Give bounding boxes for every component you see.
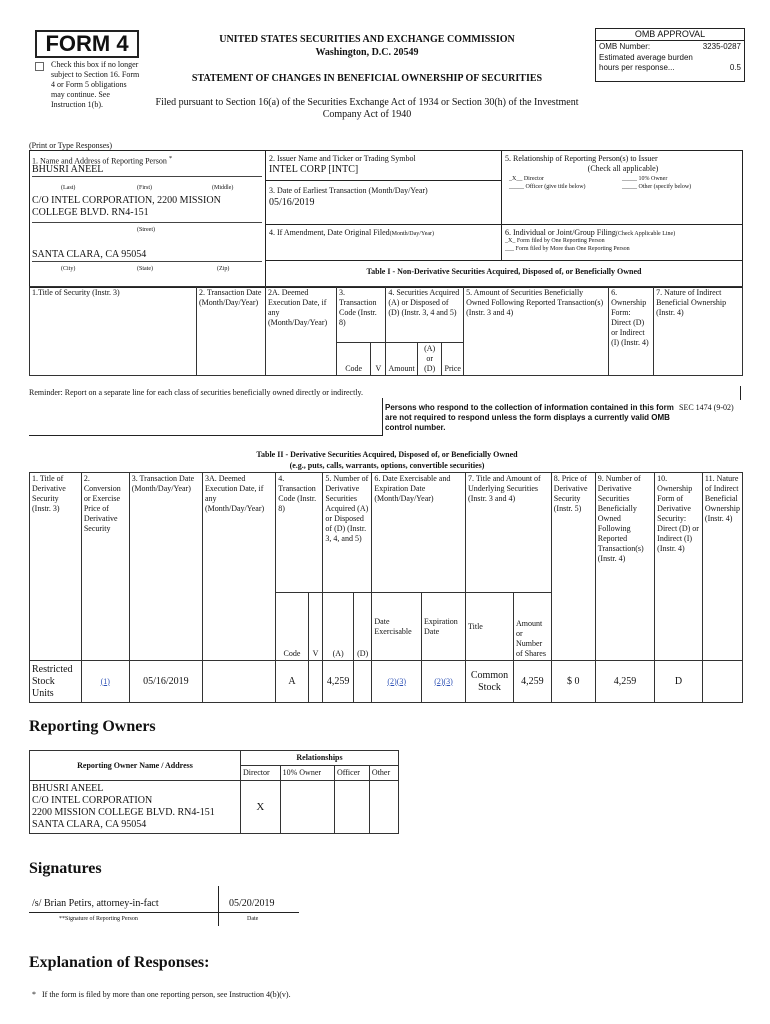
t2-col6-header: 6. Date Exercisable and Expiration Date (Month/Day/Year): [372, 473, 466, 593]
earliest-transaction-date: 05/16/2019: [269, 197, 315, 208]
t2-col2-header: 2. Conversion or Exercise Price of Derivative Security: [81, 473, 129, 661]
director-line: _X__ Director: [509, 176, 544, 182]
t2-title-sub: Title: [466, 593, 514, 661]
signature-caption: **Signature of Reporting Person: [59, 916, 138, 922]
no-longer-subject-checkbox[interactable]: [35, 62, 44, 71]
first-caption: (First): [137, 185, 152, 191]
t2-col5-header: 5. Number of Derivative Securities Acquired (A) or Disposed of (D) (Instr. 3, 4, and 5): [323, 473, 372, 593]
t2-a: 4,259: [323, 661, 353, 703]
t2-col10-header: 10. Ownership Form of Derivative Security: Direct (D) or Indirect (I) (Instr. 4): [655, 473, 703, 661]
t2-d-sub: (D): [353, 593, 372, 661]
t1-price-sub: Price: [442, 343, 464, 376]
signature-date: 05/20/2019: [229, 898, 275, 909]
signatures-heading: Signatures: [29, 860, 102, 877]
t2-form: D: [655, 661, 703, 703]
ro-ten-header: 10% Owner: [280, 766, 334, 781]
t2-d: [353, 661, 372, 703]
table2-title: Table II - Derivative Securities Acquired, Disposed of, or Beneficially Owned: [256, 450, 518, 459]
explanation-heading: Explanation of Responses:: [29, 954, 210, 971]
filed-by-one-line: _X_ Form filed by One Reporting Person: [505, 238, 605, 244]
zip-caption: (Zip): [217, 266, 230, 272]
reporting-owners-table: [29, 750, 399, 834]
t2-owned: 4,259: [595, 661, 654, 703]
t2-col9-header: 9. Number of Derivative Securities Beneficially Owned Following Reported Transaction(s) (Instr. 4): [595, 473, 654, 661]
checkbox-label: Check this box if no longer subject to Section 16. Form 4 or Form 5 obligations may continue. See Instruction 1(b).: [51, 60, 140, 109]
omb-burden-label: Estimated average burden hours per response...: [599, 53, 693, 72]
t2-row: [30, 661, 743, 703]
omb-title: OMB APPROVAL: [596, 29, 744, 41]
t2-code: A: [276, 661, 308, 703]
t2-v-sub: V: [308, 593, 323, 661]
box4-label: 4. If Amendment, Date Original Filed(Month/Day/Year): [269, 228, 435, 237]
persons-notice: Persons who respond to the collection of information contained in this form are not required to respond unless the form displays a currently valid OMB control number.: [385, 403, 674, 432]
table1-title: Table I - Non-Derivative Securities Acquired, Disposed of, or Beneficially Owned: [366, 267, 642, 276]
agency-location: Washington, D.C. 20549: [315, 47, 419, 58]
form-title-box: [35, 30, 139, 58]
t1-col2-header: 2. Transaction Date (Month/Day/Year): [197, 287, 266, 376]
t1-col5-header: 5. Amount of Securities Beneficially Owned Following Reported Transaction(s) (Instr. 3 and 4): [464, 287, 609, 376]
omb-approval-box: [595, 28, 745, 82]
box3-label: 3. Date of Earliest Transaction (Month/Day/Year): [269, 186, 428, 195]
reporting-person-city: SANTA CLARA, CA 95054: [32, 249, 147, 260]
last-caption: (Last): [61, 185, 76, 191]
reporting-owners-heading: Reporting Owners: [29, 718, 156, 735]
agency-name: UNITED STATES SECURITIES AND EXCHANGE COMMISSION: [219, 34, 515, 45]
ten-pct-owner-line: _____ 10% Owner: [622, 176, 668, 182]
ro-director-header: Director: [241, 766, 281, 781]
ro-officer-header: Officer: [334, 766, 369, 781]
t2-code-sub: Code: [276, 593, 308, 661]
print-type-note: (Print or Type Responses): [29, 141, 113, 150]
filed-by-more-line: ___ Form filed by More than One Reporting Person: [505, 246, 630, 252]
t2-col3-header: 3. Transaction Date (Month/Day/Year): [129, 473, 202, 661]
officer-line: _____ Officer (give title below): [509, 184, 586, 190]
state-caption: (State): [137, 266, 153, 272]
box2-label: 2. Issuer Name and Ticker or Trading Symbol: [269, 154, 416, 163]
t2-price: $ 0: [551, 661, 595, 703]
filed-pursuant: Filed pursuant to Section 16(a) of the Securities Exchange Act of 1934 or Section 30(h) of the Investment Company Act of 1940: [155, 97, 579, 120]
table2-derivative: [29, 472, 743, 703]
t2-v: [308, 661, 323, 703]
t1-col4-header: 4. Securities Acquired (A) or Disposed of (D) (Instr. 3, 4 and 5): [386, 287, 464, 343]
t2-amount: 4,259: [513, 661, 551, 703]
t2-col7-header: 7. Title and Amount of Underlying Securities (Instr. 3 and 4): [466, 473, 552, 593]
ro-owner-address: BHUSRI ANEEL C/O INTEL CORPORATION 2200 MISSION COLLEGE BLVD. RN4-151 SANTA CLARA, CA 95054: [30, 781, 241, 834]
box5-label: 5. Relationship of Reporting Person(s) to Issuer: [505, 154, 658, 163]
date-caption: Date: [247, 916, 259, 922]
table1-non-derivative: [29, 286, 743, 376]
t2-col11-header: 11. Nature of Indirect Beneficial Ownership (Instr. 4): [702, 473, 742, 661]
check-all-applicable: (Check all applicable): [587, 164, 659, 173]
t1-aord-sub: (A) or (D): [417, 343, 442, 376]
t2-amount-sub: Amount or Number of Shares: [513, 593, 551, 661]
t1-amount-sub: Amount: [386, 343, 418, 376]
t1-code-sub: Code: [337, 343, 371, 376]
ro-director-mark: X: [241, 781, 281, 834]
other-line: _____ Other (specify below): [622, 184, 692, 190]
omb-number-label: OMB Number:: [599, 42, 651, 51]
t2-date: 05/16/2019: [129, 661, 202, 703]
middle-caption: (Middle): [212, 185, 234, 191]
t1-col2a-header: 2A. Deemed Execution Date, if any (Month/Day/Year): [266, 287, 337, 376]
city-caption: (City): [61, 266, 76, 272]
statement-title: STATEMENT OF CHANGES IN BENEFICIAL OWNERSHIP OF SECURITIES: [191, 73, 543, 84]
footnote-1-link[interactable]: (1): [100, 676, 110, 686]
t2-title: Common Stock: [466, 661, 514, 703]
t2-col3a-header: 3A. Deemed Execution Date, if any (Month/Day/Year): [203, 473, 276, 661]
t2-col1-header: 1. Title of Derivative Security (Instr. 3): [30, 473, 82, 661]
reporting-person-name: BHUSRI ANEEL: [32, 164, 104, 175]
t1-col6-header: 6. Ownership Form: Direct (D) or Indirect (I) (Instr. 4): [609, 287, 654, 376]
t1-v-sub: V: [371, 343, 386, 376]
box6-label: 6. Individual or Joint/Group Filing(Check Applicable Line): [505, 228, 676, 237]
t2-col8-header: 8. Price of Derivative Security (Instr. 5): [551, 473, 595, 661]
ro-relationships-header: Relationships: [241, 751, 399, 766]
ro-name-header: Reporting Owner Name / Address: [30, 751, 241, 781]
t1-col1-header: 1.Title of Security (Instr. 3): [30, 287, 197, 376]
t1-col7-header: 7. Nature of Indirect Beneficial Ownership (Instr. 4): [654, 287, 743, 376]
street-caption: (Street): [137, 227, 155, 233]
reminder-text: Reminder: Report on a separate line for each class of securities beneficially owned directly or indirectly.: [29, 388, 364, 397]
footnote-2-3-link-exercisable[interactable]: (2)(3): [387, 676, 407, 686]
omb-burden-value: 0.5: [729, 63, 741, 72]
box1-label: 1. Name and Address of Reporting Person *: [32, 155, 173, 166]
explanation-note: * If the form is filed by more than one reporting person, see Instruction 4(b)(v).: [32, 990, 291, 999]
t2-date-ex-sub: Date Exercisable: [372, 593, 422, 661]
table2-subtitle: (e.g., puts, calls, warrants, options, convertible securities): [289, 461, 485, 470]
footnote-2-3-link-expiration[interactable]: (2)(3): [434, 676, 453, 686]
t2-security: Restricted Stock Units: [30, 661, 82, 703]
t2-a-sub: (A): [323, 593, 353, 661]
omb-number: 3235-0287: [702, 42, 741, 51]
reporting-person-address: C/O INTEL CORPORATION, 2200 MISSION COLLEGE BLVD. RN4-151: [32, 195, 221, 218]
t2-nature: [702, 661, 742, 703]
form4-page: [27, 24, 745, 1014]
issuer-name: INTEL CORP [INTC]: [269, 164, 359, 175]
t1-col3-header: 3. Transaction Code (Instr. 8): [337, 287, 386, 343]
ro-other-header: Other: [369, 766, 398, 781]
t2-col4-header: 4. Transaction Code (Instr. 8): [276, 473, 323, 593]
t2-exp-sub: Expiration Date: [422, 593, 466, 661]
signature-name: /s/ Brian Petirs, attorney-in-fact: [32, 898, 159, 909]
t2-deemed-date: [203, 661, 276, 703]
form-title: FORM 4: [45, 31, 129, 56]
sec-form-code: SEC 1474 (9-02): [679, 403, 734, 412]
